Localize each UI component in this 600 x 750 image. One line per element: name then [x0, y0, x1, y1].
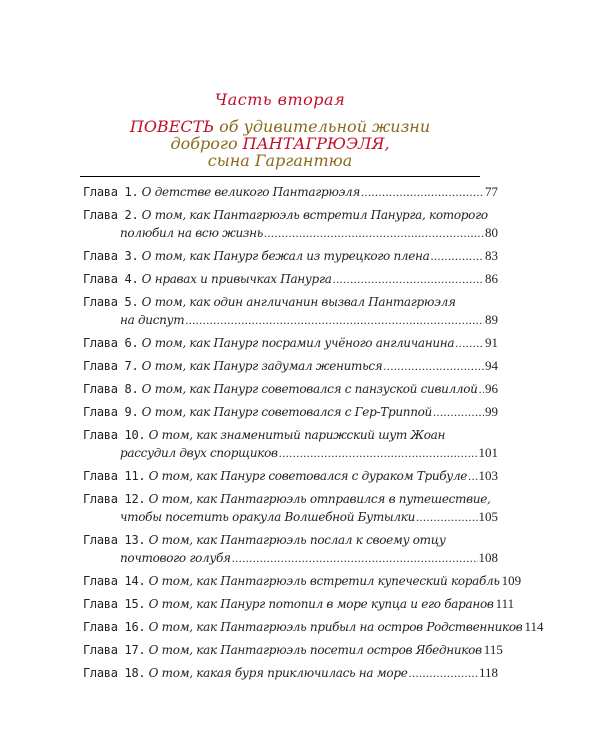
page-number: 89 [485, 312, 498, 327]
toc-entry-first-line [83, 426, 498, 444]
page-number: 96 [485, 381, 498, 396]
story-title-line-3: сына Гаргантюа [207, 151, 353, 170]
chapter-label: Глава 7. [83, 359, 139, 373]
page-number: 83 [485, 248, 498, 263]
page-number: 77 [485, 184, 498, 199]
chapter-title-continued: рассудил двух спорщиков [120, 446, 278, 460]
toc-entry[interactable] [83, 531, 498, 567]
chapter-title-continued: чтобы посетить оракула Волшебной Бутылки [120, 510, 416, 524]
chapter-label: Глава 15. [83, 597, 146, 611]
chapter-label: Глава 11. [83, 469, 146, 483]
page-number: 99 [485, 404, 498, 419]
chapter-title: О том, как Панург задумал жениться [141, 359, 383, 373]
chapter-title: О том, как Пантагрюэль отправился в путешествие, [148, 492, 491, 506]
toc-entry-last-line [83, 444, 498, 462]
toc-entry[interactable] [83, 247, 498, 265]
chapter-title: О том, как знаменитый парижский шут Жоан [148, 428, 446, 442]
story-title-line-2 [0, 135, 560, 152]
toc-entry-line [83, 467, 498, 485]
chapter-title-continued: на диспут [120, 313, 185, 327]
page-number: 111 [495, 596, 515, 611]
chapter-label: Глава 16. [83, 620, 146, 634]
toc-entry-line [83, 618, 544, 636]
toc-entry[interactable] [83, 595, 515, 613]
chapter-title: О том, как один англичанин вызвал Пантагрюэля [141, 295, 456, 309]
toc-entry-line [83, 641, 503, 659]
chapter-label: Глава 9. [83, 405, 139, 419]
page-number: 109 [501, 573, 522, 588]
chapter-title: О том, как Панург советовался с панзуской сивиллой [141, 382, 478, 396]
chapter-title: О том, как Панург бежал из турецкого плена [141, 249, 430, 263]
toc-entry-line [83, 357, 498, 375]
toc-entry[interactable] [83, 572, 522, 590]
leader-dots [361, 183, 484, 201]
page-number: 114 [524, 619, 544, 634]
leader-dots [433, 403, 484, 421]
toc-entry-line [83, 380, 498, 398]
page-number: 91 [485, 335, 498, 350]
toc-entry-line [83, 334, 498, 352]
leader-dots [416, 508, 477, 526]
leader-dots [185, 311, 484, 329]
toc-entry[interactable] [83, 380, 498, 398]
leader-dots [279, 444, 478, 462]
page-number: 101 [478, 445, 498, 460]
leader-dots [479, 380, 484, 398]
toc-entry-last-line [83, 311, 498, 329]
toc-entry-line [83, 595, 515, 613]
divider-rule [80, 176, 480, 177]
toc-entry[interactable] [83, 270, 498, 288]
chapter-label: Глава 4. [83, 272, 139, 286]
chapter-title: О том, как Пантагрюэль послал к своему отцу [148, 533, 446, 547]
toc-entry[interactable] [83, 293, 498, 329]
chapter-title: О детстве великого Пантагрюэля [141, 185, 361, 199]
page-number: 94 [485, 358, 498, 373]
story-title-rest-1: об удивительной жизни [214, 117, 431, 136]
toc-entry-last-line [83, 224, 498, 242]
leader-dots [383, 357, 484, 375]
chapter-title: О том, как Пантагрюэль встретил Панурга, которого [141, 208, 488, 222]
leader-dots [468, 467, 477, 485]
toc-entry-first-line [83, 206, 498, 224]
toc-entry-first-line [83, 293, 498, 311]
toc-entry[interactable] [83, 183, 498, 201]
chapter-label: Глава 6. [83, 336, 139, 350]
chapter-label: Глава 13. [83, 533, 146, 547]
table-of-contents [83, 183, 544, 682]
story-title-line-1 [0, 118, 560, 135]
story-title-word-pantagruel: ПАНТАГРЮЭЛЯ, [242, 134, 390, 153]
part-title: Часть вторая [214, 90, 346, 109]
chapter-title: О том, как Панург советовался с Гер-Триппой [141, 405, 432, 419]
story-title [0, 118, 560, 169]
chapter-label: Глава 5. [83, 295, 139, 309]
toc-entry[interactable] [83, 403, 498, 421]
leader-dots [431, 247, 484, 265]
chapter-title: О том, как Панург советовался с дураком Трибуле [148, 469, 468, 483]
chapter-label: Глава 1. [83, 185, 139, 199]
chapter-label: Глава 10. [83, 428, 146, 442]
toc-entry-first-line [83, 490, 498, 508]
leader-dots [232, 549, 478, 567]
chapter-label: Глава 3. [83, 249, 139, 263]
toc-entry[interactable] [83, 664, 498, 682]
page-number: 105 [478, 509, 498, 524]
toc-entry[interactable] [83, 334, 498, 352]
story-title-word-dobrogo: доброго [170, 134, 243, 153]
leader-dots [264, 224, 484, 242]
toc-entry-first-line [83, 531, 498, 549]
chapter-title: О том, как Панург посрамил учёного англичанина [141, 336, 455, 350]
page-number: 108 [478, 550, 498, 565]
chapter-label: Глава 12. [83, 492, 146, 506]
toc-entry-last-line [83, 508, 498, 526]
chapter-label: Глава 14. [83, 574, 146, 588]
toc-entry[interactable] [83, 357, 498, 375]
toc-entry[interactable] [83, 490, 498, 526]
toc-entry-line [83, 247, 498, 265]
toc-entry-line [83, 183, 498, 201]
chapter-title: О том, как Пантагрюэль прибыл на остров Родственников [148, 620, 523, 634]
toc-entry-line [83, 270, 498, 288]
toc-entry[interactable] [83, 426, 498, 462]
chapter-title-continued: почтового голубя [120, 551, 231, 565]
toc-entry[interactable] [83, 618, 544, 636]
leader-dots [455, 334, 484, 352]
toc-entry-line [83, 664, 498, 682]
chapter-label: Глава 8. [83, 382, 139, 396]
chapter-title: О том, как Пантагрюэль посетил остров Ябедников [148, 643, 482, 657]
chapter-title: О нравах и привычках Панурга [141, 272, 332, 286]
chapter-title: О том, как Панург потопил в море купца и его баранов [148, 597, 494, 611]
chapter-title: О том, какая буря приключилась на море [148, 666, 408, 680]
chapter-title: О том, как Пантагрюэль встретил купеческий корабль [148, 574, 500, 588]
page-number: 80 [485, 225, 498, 240]
leader-dots [409, 664, 478, 682]
toc-entry[interactable] [83, 206, 498, 242]
page-number: 115 [483, 642, 503, 657]
toc-entry-line [83, 572, 522, 590]
toc-entry[interactable] [83, 467, 498, 485]
leader-dots [333, 270, 484, 288]
chapter-label: Глава 2. [83, 208, 139, 222]
chapter-title-continued: полюбил на всю жизнь [120, 226, 263, 240]
toc-entry-line [83, 403, 498, 421]
toc-entry[interactable] [83, 641, 503, 659]
chapter-label: Глава 17. [83, 643, 146, 657]
page-number: 118 [478, 665, 498, 680]
toc-entry-last-line [83, 549, 498, 567]
story-title-word-povest: ПОВЕСТЬ [129, 117, 215, 136]
chapter-label: Глава 18. [83, 666, 146, 680]
page-number: 103 [478, 468, 498, 483]
page-number: 86 [485, 271, 498, 286]
